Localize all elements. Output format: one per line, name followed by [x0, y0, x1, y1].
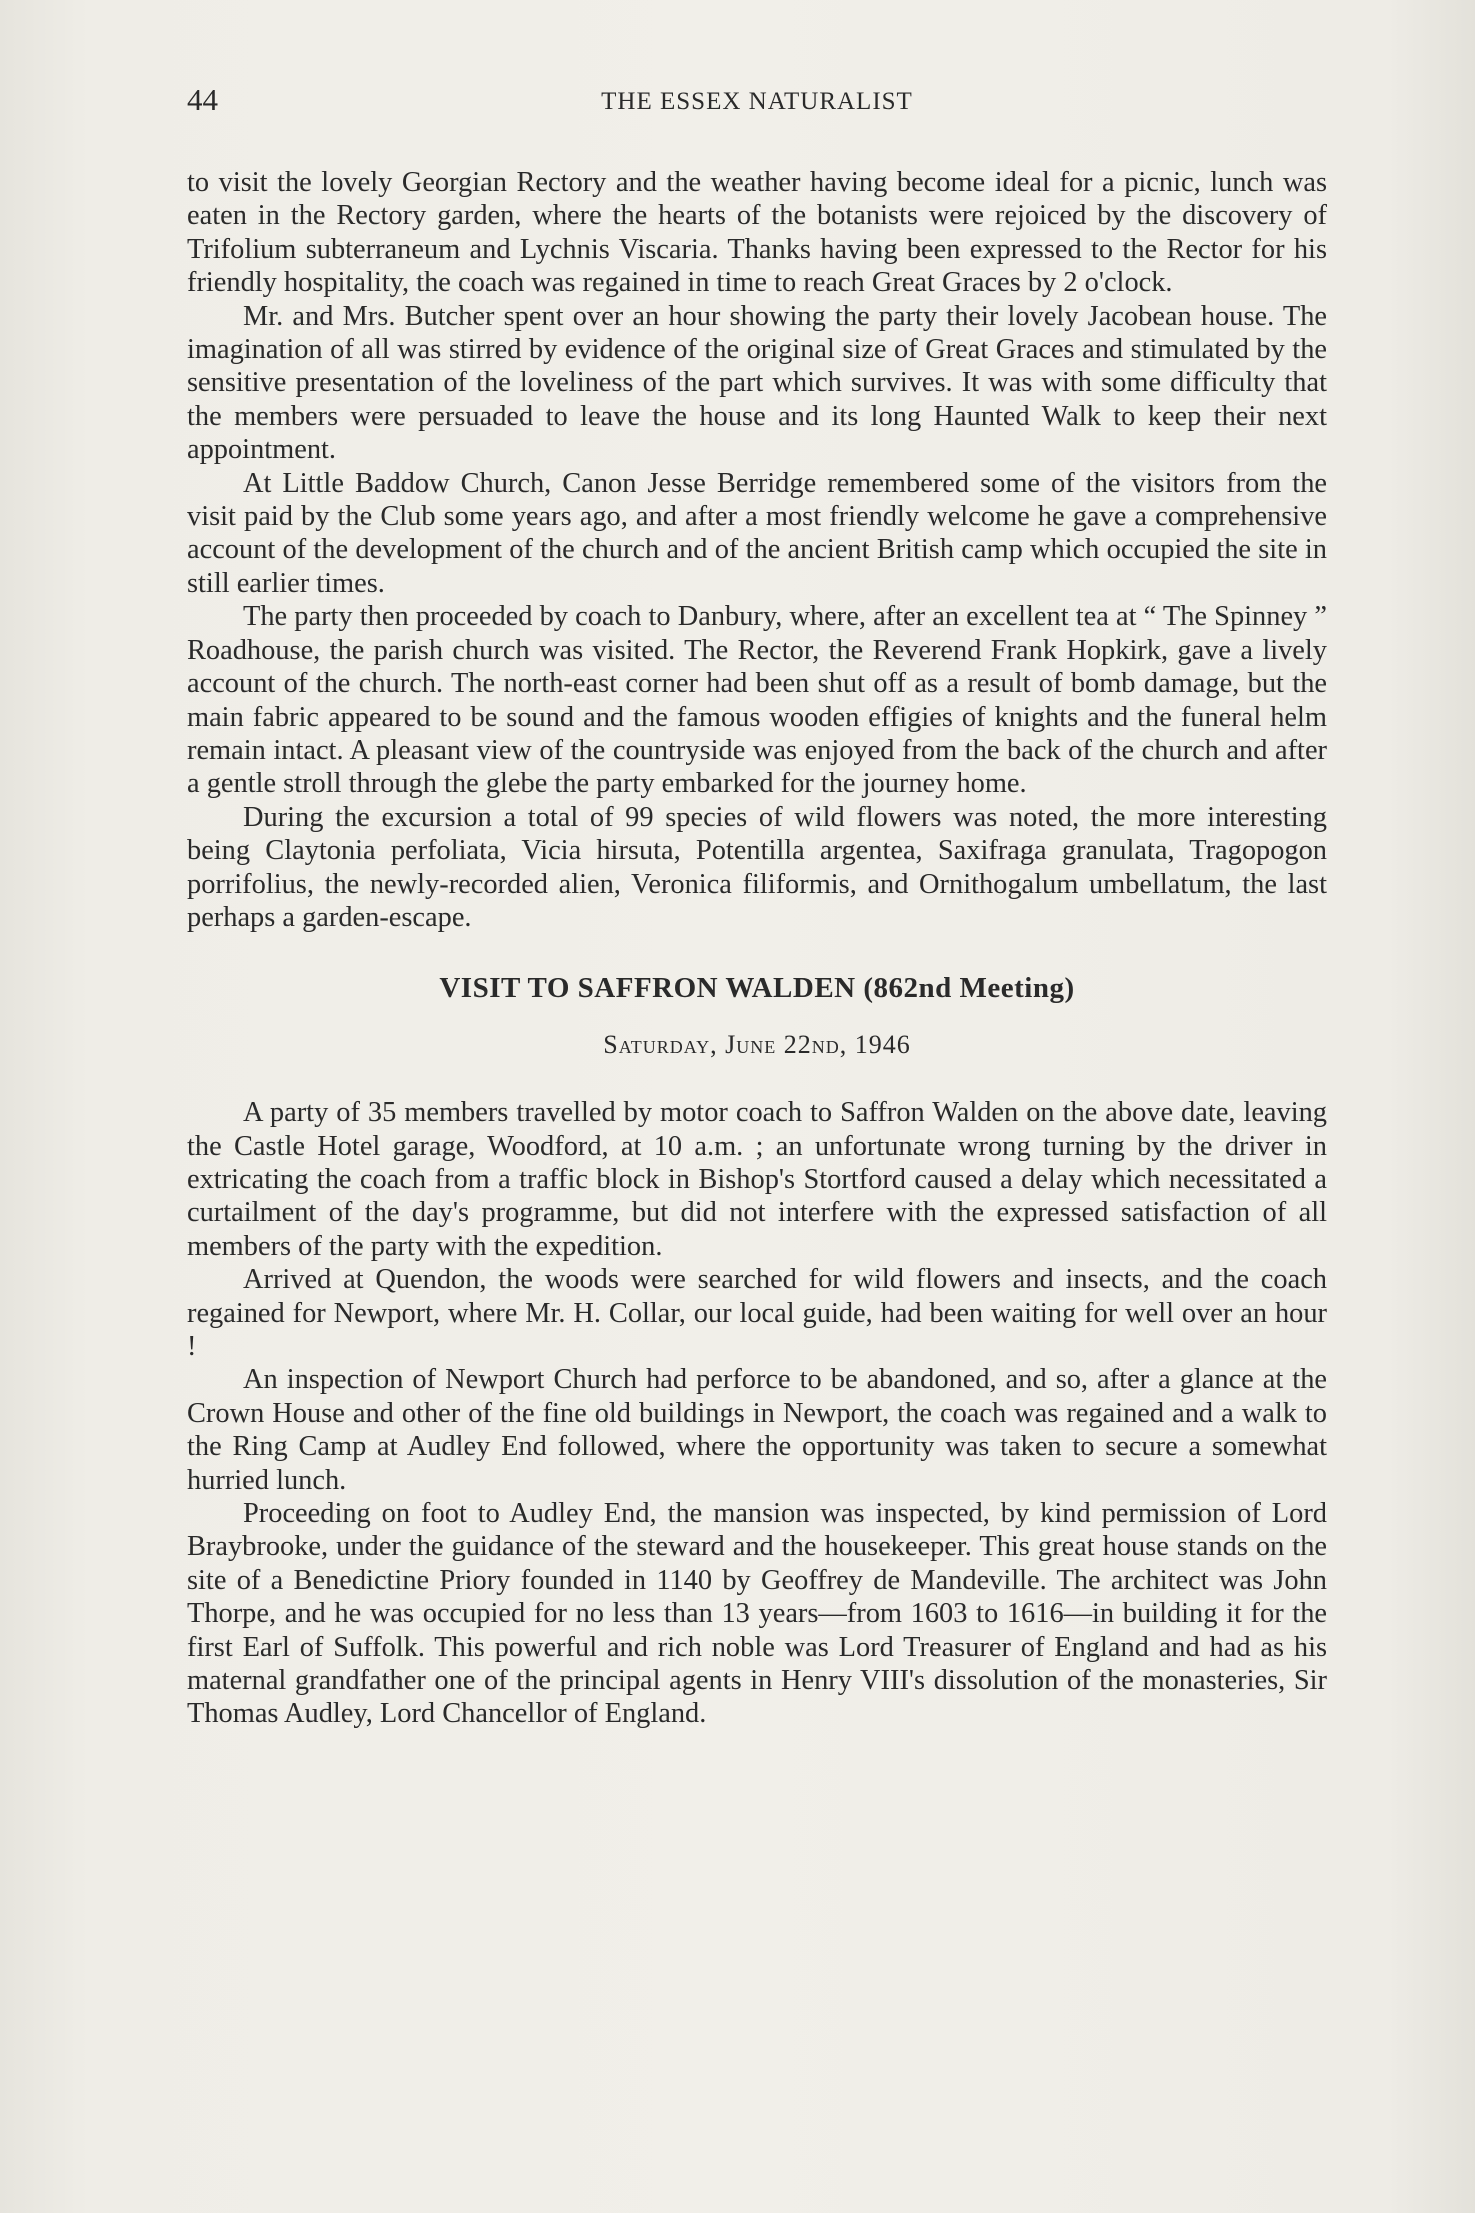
section-date: Saturday, June 22nd, 1946 — [603, 1029, 911, 1059]
body-text — [187, 166, 1327, 1731]
running-title: THE ESSEX NATURALIST — [601, 88, 913, 115]
paragraph-wild-flowers: During the excursion a total of 99 species of wild flowers was noted, the more interesting being Claytonia perfoliata, Vicia hirsuta, Potentilla argentea, Saxifraga granulata, Tragopogon porrifolius, the newly-recorded alien, Veronica filiformis, and Ornithogalum umbellatum, the last perhaps a garden-escape. — [187, 801, 1327, 933]
section-heading: VISIT TO SAFFRON WALDEN (862nd Meeting) — [439, 972, 1075, 1005]
page-header — [187, 82, 1327, 122]
paragraph-motor-coach: A party of 35 members travelled by motor coach to Saffron Walden on the above date, leaving the Castle Hotel garage, Woodford, at 10 a.m. ; an unfortunate wrong turning by the driver in extricating the coach from a traffic block in Bishop's Stortford caused a delay which necessitated a curtailment of the day's programme, but did not interfere with the expressed satisfaction of all members of the party with the expedition. — [187, 1097, 1327, 1262]
paragraph-great-graces: Mr. and Mrs. Butcher spent over an hour showing the party their lovely Jacobean house. The imagination of all was stirred by evidence of the original size of Great Graces and stimulated by the sensitive presentation of the loveliness of the part which survives. It was with some difficulty that the members were persuaded to leave the house and its long Haunted Walk to keep their next appointment. — [187, 300, 1327, 466]
paragraph-danbury: The party then proceeded by coach to Danbury, where, after an excellent tea at “ The Spinney ” Roadhouse, the parish church was visited. The Rector, the Reverend Frank Hopkirk, gave a lively account of the church. The north-east corner had been shut off as a result of bomb damage, but the main fabric appeared to be sound and the famous wooden effigies of knights and the funeral helm remain intact. A pleasant view of the countryside was enjoyed from the back of the church and after a gentle stroll through the glebe the party embarked for the journey home. — [187, 601, 1327, 800]
paragraph-newport: An inspection of Newport Church had perforce to be abandoned, and so, after a glance at the Crown House and other of the fine old buildings in Newport, the coach was regained and a walk to the Ring Camp at Audley End followed, where the opportunity was taken to secure a somewhat hurried lunch. — [187, 1364, 1327, 1496]
paragraph-continued: to visit the lovely Georgian Rectory and the weather having become ideal for a picnic, lunch was eaten in the Rectory garden, where the hearts of the botanists were rejoiced by the discovery of Trifolium subterraneum and Lychnis Viscaria. Thanks having been expressed to the Rector for his friendly hospitality, the coach was regained in time to reach Great Graces by 2 o'clock. — [187, 167, 1327, 299]
paragraph-quendon: Arrived at Quendon, the woods were searched for wild flowers and insects, and the coach regained for Newport, where Mr. H. Collar, our local guide, had been waiting for well over an hour ! — [187, 1264, 1327, 1362]
paragraph-little-baddow: At Little Baddow Church, Canon Jesse Berridge remembered some of the visitors from the visit paid by the Club some years ago, and after a most friendly welcome he gave a comprehensive account of the development of the church and of the ancient British camp which occupied the site in still earlier times. — [187, 467, 1327, 599]
paragraph-audley-end: Proceeding on foot to Audley End, the mansion was inspected, by kind permission of Lord Braybrooke, under the guidance of the steward and the housekeeper. This great house stands on the site of a Benedictine Priory founded in 1140 by Geoffrey de Mandeville. The architect was John Thorpe, and he was occupied for no less than 13 years—from 1603 to 1616—in building it for the first Earl of Suffolk. This powerful and rich noble was Lord Treasurer of England and had as his maternal grandfather one of the principal agents in Henry VIII's dissolution of the monasteries, Sir Thomas Audley, Lord Chancellor of England. — [187, 1498, 1327, 1730]
page-number: 44 — [187, 82, 218, 117]
